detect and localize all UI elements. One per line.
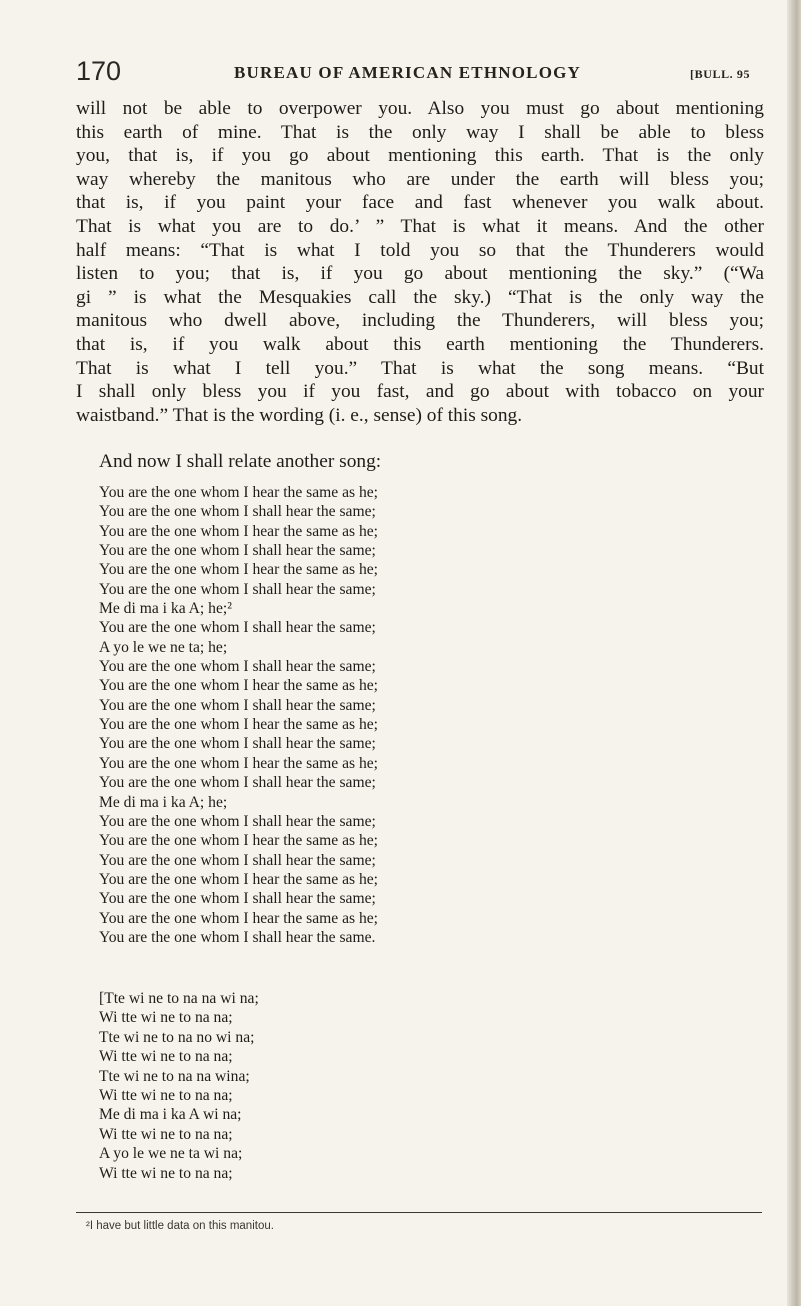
song-line: You are the one whom I hear the same as he; [99,754,379,772]
song-native-line: Me di ma i ka A wi na; [99,1106,242,1124]
song-native-line: Wi tte wi ne to na na; [99,1125,233,1143]
page-header [76,55,766,89]
song-line: You are the one whom I shall hear the same; [99,619,376,637]
song-line: You are the one whom I shall hear the same; [99,542,376,560]
song-line: You are the one whom I hear the same as he; [99,677,379,695]
song-intro: And now I shall relate another song: [99,451,382,472]
text-line: manitous who dwell above, including the Thunderers, will bless you; [76,310,764,332]
song-native-line: Wi tte wi ne to na na; [99,1009,233,1027]
text-line: way whereby the manitous who are under the earth will bless you; [76,168,764,190]
song-line: You are the one whom I shall hear the same; [99,580,376,598]
text-line: That is what I tell you.” That is what the song means. “But [76,357,764,379]
song-line: You are the one whom I shall hear the same; [99,503,376,521]
text-line: will not be able to overpower you. Also you must go about mentioning [76,98,764,119]
song-line: You are the one whom I shall hear the same; [99,890,376,908]
song-native-line: Tte wi ne to na no wi na; [99,1028,255,1046]
song-line: You are the one whom I shall hear the same; [99,851,376,869]
song-line: Me di ma i ka A; he;² [99,600,232,618]
song-line: You are the one whom I shall hear the same; [99,774,376,792]
text-line: you, that is, if you go about mentioning this earth. That is the only [76,145,764,167]
song-native-line: Wi tte wi ne to na na; [99,1164,233,1182]
page-edge-shadow [787,0,801,1306]
song-line: You are the one whom I shall hear the same; [99,812,376,830]
footnote-divider [76,1212,762,1213]
text-line: waistband.” That is the wording (i. e., sense) of this song. [76,404,523,426]
song-line: You are the one whom I shall hear the same; [99,658,376,676]
song-line: You are the one whom I hear the same as he; [99,522,379,540]
text-line: this earth of mine. That is the only way I shall be able to bless [76,121,764,143]
song-native-line: Tte wi ne to na na wina; [99,1067,250,1085]
song-english-verse [99,483,378,947]
song-line: You are the one whom I shall hear the same; [99,696,376,714]
text-line: that is, if you paint your face and fast whenever you walk about. [76,192,764,214]
body-paragraph [76,97,764,427]
song-line: Me di ma i ka A; he; [99,793,228,811]
song-native-line: Wi tte wi ne to na na; [99,1048,233,1066]
song-line: You are the one whom I hear the same as he; [99,484,379,501]
text-line: that is, if you walk about this earth mentioning the Thunderers. [76,333,764,355]
song-line: A yo le we ne ta; he; [99,638,228,656]
song-native-verse [99,989,259,1183]
running-head: BUREAU OF AMERICAN ETHNOLOGY [234,63,582,82]
song-line: You are the one whom I hear the same as he; [99,561,379,579]
song-line: You are the one whom I shall hear the same; [99,735,376,753]
song-line: You are the one whom I hear the same as he; [99,716,379,734]
song-native-line: Wi tte wi ne to na na; [99,1087,233,1105]
bulletin-number: [BULL. 95 [690,67,751,81]
text-line: I shall only bless you if you fast, and go about with tobacco on your [76,381,764,403]
song-native-line: A yo le we ne ta wi na; [99,1145,243,1163]
song-line: You are the one whom I hear the same as he; [99,870,379,888]
song-line: You are the one whom I hear the same as he; [99,832,379,850]
song-line: You are the one whom I shall hear the same. [99,928,376,946]
text-line: half means: “That is what I told you so that the Thunderers would [76,239,764,261]
text-line: That is what you are to do.’ ” That is what it means. And the other [76,215,764,237]
song-line: You are the one whom I hear the same as he; [99,909,379,927]
text-line: listen to you; that is, if you go about mentioning the sky.” (“Wa [76,263,764,285]
footnote: ²I have but little data on this manitou. [86,1220,274,1232]
text-line: gi ” is what the Mesquakies call the sky.) “That is the only way the [76,286,764,308]
page-number: 170 [76,56,122,86]
paragraph-text [76,97,764,427]
song-native-line: [Tte wi ne to na na wi na; [99,990,259,1007]
